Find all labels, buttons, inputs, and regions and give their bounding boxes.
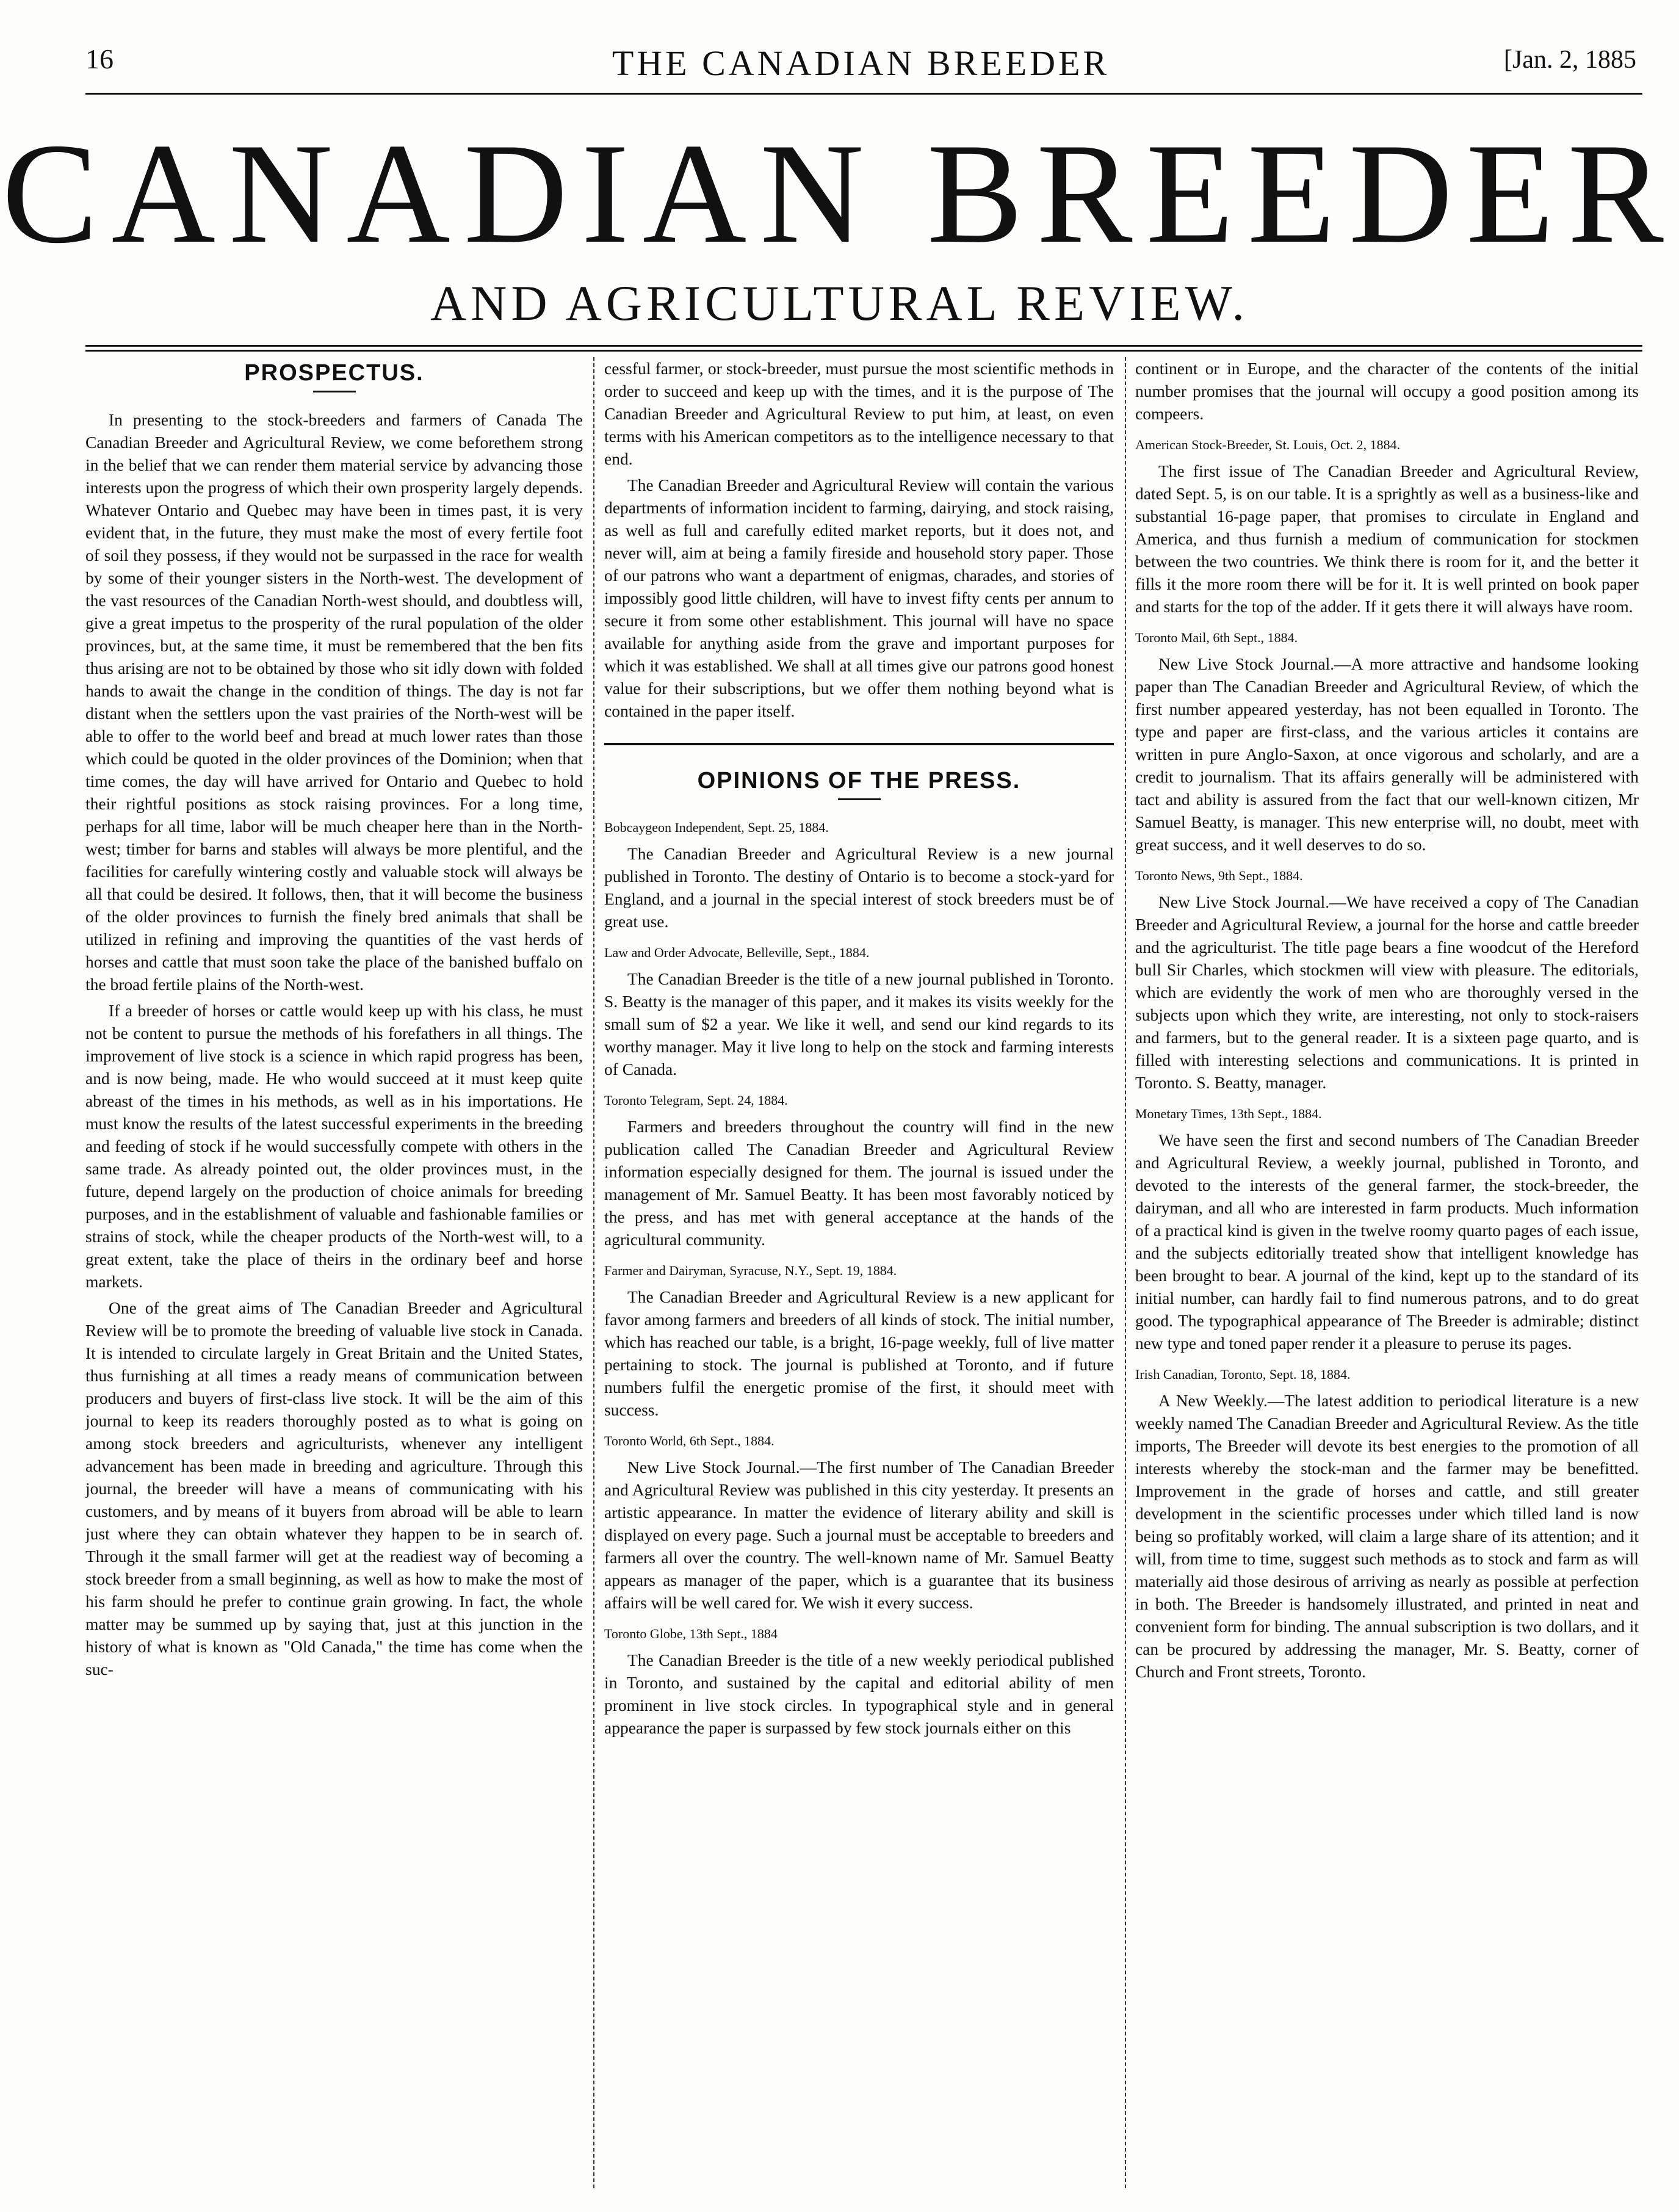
press-source: Farmer and Dairyman, Syracuse, N.Y., Sept. 19, 1884. [604,1263,897,1278]
prospectus-continuation: cessful farmer, or stock-breeder, must pursue the most scientific methods in order to succeed and keep up with the times, and it is the purpose of The Canadian Breeder and Agricultural Review to put him, at least, on even terms with his American competitors as to the intelligence necessary to that end. [604,359,1114,468]
press-quote: New Live Stock Journal.—We have received a copy of The Canadian Breeder and Agricultural Review, a journal for the horse and cattle breeder and the agriculturist. The title page bears a fine woodcut of the Hereford bull Sir Charles, which stockmen will view with pleasure. The editorials, which are evidently the work of men who are thoroughly versed in the subjects upon which they write, are interesting, not only to stock-raisers and farmers, but to the general reader. It is a sixteen page quarto, and is filled with interesting selections and communications. It is printed in Toronto. S. Beatty, manager. [1135,892,1639,1092]
press-quote: The first issue of The Canadian Breeder and Agricultural Review, dated Sept. 5, is on our table. It is a sprightly as well as a business-like and substantial 16-page paper, that promises to circulate in England and America, and thus furnish a medium of communication for stockmen between the two countries. We think there is room for it, and the better it fills it the more room there will be for it. It is well printed on book paper and starts for the top of the adder. If it gets there it will always have room. [1135,461,1639,616]
press-source: Law and Order Advocate, Belleville, Sept., 1884. [604,945,870,960]
heading-dash [313,391,356,392]
press-source: Toronto News, 9th Sept., 1884. [1135,868,1303,883]
press-quote: A New Weekly.—The latest addition to periodical literature is a new weekly named The Canadian Breeder and Agricultural Review. As the title imports, The Breeder will devote its best energies to the promotion of all interests whereby the stock-man and the farmer may be benefitted. Improvement in the grade of horses and cattle, and still greater development in the scientific processes under which tilled land is now being so profitably worked, will claim a large share of its attention; and it will, from time to time, suggest such methods as to stock and farm as will materially aid those desirous of arriving as nearly as possible at perfection in both. The Breeder is handsomely illustrated, and printed in neat and convenient form for binding. The annual subscription is two dollars, and it can be procured by addressing the manager, Mr. S. Beatty, corner of Church and Front streets, Toronto. [1135,1391,1639,1681]
column-3 [1135,357,1639,2188]
opinions-heading: OPINIONS OF THE PRESS. [697,768,1021,793]
press-quote: New Live Stock Journal.—A more attractive and handsome looking paper than The Canadian Breeder and Agricultural Review, of which the first number appeared yesterday, has not been equalled in Toronto. The type and paper are first-class, and the various articles it contains are written in pure Anglo-Saxon, at once vigorous and scholarly, and are a credit to journalism. That its affairs generally will be administered with tact and ability is assured from the fact that our well-known citizen, Mr Samuel Beatty, is manager. This new enterprise will, no doubt, meet with great success, and it well deserves to do so. [1135,654,1639,854]
press-source: Bobcaygeon Independent, Sept. 25, 1884. [604,820,829,835]
press-quote: The Canadian Breeder and Agricultural Review is a new applicant for favor among farmers and breeders of all kinds of stock. The initial number, which has reached our table, is a bright, 16-page weekly, full of live matter pertaining to stock. The journal is published at Toronto, and if future numbers fulfil the energetic promise of the first, it should meet with success. [604,1287,1114,1419]
header-rule [85,93,1642,95]
press-quote: The Canadian Breeder and Agricultural Review is a new journal published in Toronto. The destiny of Ontario is to become a stock-yard for England, and a journal in the special interest of stock breeders must be of great use. [604,844,1114,931]
press-quote: Farmers and breeders throughout the country will find in the new publication called The Canadian Breeder and Agricultural Review information especially designed for them. The journal is issued under the management of Mr. Samuel Beatty. It has been most favorably noticed by the press, and has met with general acceptance at the hands of the agricultural community. [604,1117,1114,1249]
prospectus-paragraph: One of the great aims of The Canadian Breeder and Agricultural Review will be to promote the breeding of valuable live stock in Canada. It is intended to circulate largely in Great Britain and the United States, thus furnishing at all times a ready means of communication between producers and buyers of first-class live stock. It will be the aim of this journal to keep its readers thoroughly posted as to what is going on among stock breeders and agriculturists, whenever any intelligent advancement has been made in breeding and agriculture. Through this journal, the breeder will have a means of communicating with his customers, and by means of it buyers from abroad will be able to learn just where they can obtain whatever they happen to be in search of. Through it the small farmer will get at the readiest way of becoming a stock breeder from a small beginning, as well as how to make the most of his farm should he prefer to continue grain growing. In fact, the whole matter may be summed up by saying that, just at this junction in the history of what is known as "Old Canada," the time has come when the suc- [85,1298,583,1679]
running-title: THE CANADIAN BREEDER [612,43,1110,83]
heading-dash [838,798,881,800]
prospectus-heading: PROSPECTUS. [244,360,424,386]
press-source: Monetary Times, 13th Sept., 1884. [1135,1106,1322,1121]
press-source: Irish Canadian, Toronto, Sept. 18, 1884. [1135,1367,1351,1382]
page-number: 16 [85,43,114,74]
column-2 [604,357,1114,2188]
press-quote-continuation: continent or in Europe, and the character of the contents of the initial number promises that the journal will occupy a good position among its compeers. [1135,359,1639,423]
prospectus-paragraph: If a breeder of horses or cattle would keep up with his class, he must not be content to pursue the methods of his forefathers in all things. The improvement of live stock is a science in which rapid progress has been, and is now being, made. He who would succeed at it must keep quite abreast of the times in his methods, as well as in his importations. He must know the results of the latest successful experiments in the breeding and feeding of stock if he would successfully compete with others in the same trade. As already pointed out, the older provinces must, in the future, depend largely on the production of choice animals for breeding purposes, and in the establishment of valuable and fashionable families or strains of stock, while the cheaper products of the North-west will, to a great extent, take the place of theirs in the ordinary beef and horse markets. [85,1001,583,1291]
prospectus-paragraph: In presenting to the stock-breeders and farmers of Canada The Canadian Breeder and Agricultural Review, we come beforethem strong in the belief that we can render them material service by advancing those interests upon the progress of which their own prosperity largely depends. Whatever Ontario and Quebec may have been in times past, it is very evident that, in the future, they must make the most of every fertile foot of soil they possess, if they would not be surpassed in the race for wealth by some of their younger sisters in the North-west. The development of the vast resources of the Canadian North-west should, and doubtless will, give a great impetus to the prosperity of the rural population of the older provinces, but, at the same time, it must be remembered that the ben fits thus arising are not to be obtained by those who sit idly down with folded hands to await the change in the condition of things. The day is not far distant when the settlers upon the vast prairies of the North-west will be able to offer to the world beef and bread at much lower rates than those which could be quoted in the older provinces of the Dominion; when that time comes, the day will have arrived for Ontario and Quebec to hold their rightful positions as stock raising provinces. For a long time, perhaps for all time, labor will be much cheaper here than in the North-west; timber for barns and stables will always be more plentiful, and the facilities for carefully wintering costly and valuable stock will always be all that could be desired. It follows, then, that it will become the business of the older provinces to furnish the finely bred animals that shall be utilized in refining and improving the quantities of the vast herds of horses and cattle that must soon take the place of the banished buffalo on the broad fertile plains of the North-west. [85,410,583,994]
press-source: Toronto World, 6th Sept., 1884. [604,1433,775,1448]
column-1 [85,357,583,2188]
masthead-rule-bottom [85,350,1642,352]
column-divider-1 [593,357,594,2188]
press-quote: New Live Stock Journal.—The first number of The Canadian Breeder and Agricultural Review was published in this city yesterday. It presents an artistic appearance. In matter the evidence of literary ability and skill is displayed on every page. Such a journal must be acceptable to breeders and farmers all over the country. The well-known name of Mr. Samuel Beatty appears as manager of the paper, which is a guarantee that its business affairs will be well cared for. We wish it every success. [604,1458,1114,1612]
press-source: Toronto Globe, 13th Sept., 1884 [604,1626,778,1641]
issue-date: [Jan. 2, 1885 [1504,46,1636,74]
masthead-title: CANADIAN BREEDER [2,114,1677,273]
column-divider-2 [1125,357,1126,2188]
press-quote: The Canadian Breeder is the title of a new weekly periodical published in Toronto, and sustained by the capital and editorial ability of men prominent in live stock circles. In typographical style and in general appearance the paper is surpassed by few stock journals either on this [604,1650,1114,1737]
press-quote: We have seen the first and second numbers of The Canadian Breeder and Agricultural Review, a weekly journal, published in Toronto, and devoted to the interests of the general farmer, the stock-breeder, the dairyman, and all who are interested in farm products. Much information of a practical kind is given in the twelve roomy quarto pages of each issue, and the subjects editorially treated show that intelligent knowledge has been brought to bear. A journal of the kind, kept up to the standard of its initial number, can hardly fail to find numerous patrons, and to do great good. The typographical appearance of The Breeder is admirable; distinct new type and toned paper render it a pleasure to peruse its pages. [1135,1130,1639,1353]
section-rule [604,743,1114,745]
prospectus-continuation: The Canadian Breeder and Agricultural Review will contain the various departments of information incident to farming, dairying, and stock raising, as well as full and carefully edited market reports, but it does not, and never will, aim at being a family fireside and household story paper. Those of our patrons who want a department of enigmas, charades, and stories of impossibly good little children, will have to invest fifty cents per annum to secure it from some other establishment. This journal will have no space available for anything aside from the grave and important purposes for which it was established. We shall at all times give our patrons good honest value for their subscriptions, but we offer them nothing beyond what is contained in the paper itself. [604,475,1114,720]
press-source: Toronto Mail, 6th Sept., 1884. [1135,630,1298,645]
masthead-rule-top [85,345,1642,347]
press-quote: The Canadian Breeder is the title of a new journal published in Toronto. S. Beatty is the manager of this paper, and it makes its visits weekly for the small sum of $2 a year. We like it well, and send our kind regards to its worthy manager. May it live long to help on the stock and farming interests of Canada. [604,969,1114,1079]
running-head [85,43,1636,85]
press-source: Toronto Telegram, Sept. 24, 1884. [604,1093,788,1108]
masthead-subtitle: AND AGRICULTURAL REVIEW. [430,275,1249,331]
press-source: American Stock-Breeder, St. Louis, Oct. 2, 1884. [1135,437,1401,452]
